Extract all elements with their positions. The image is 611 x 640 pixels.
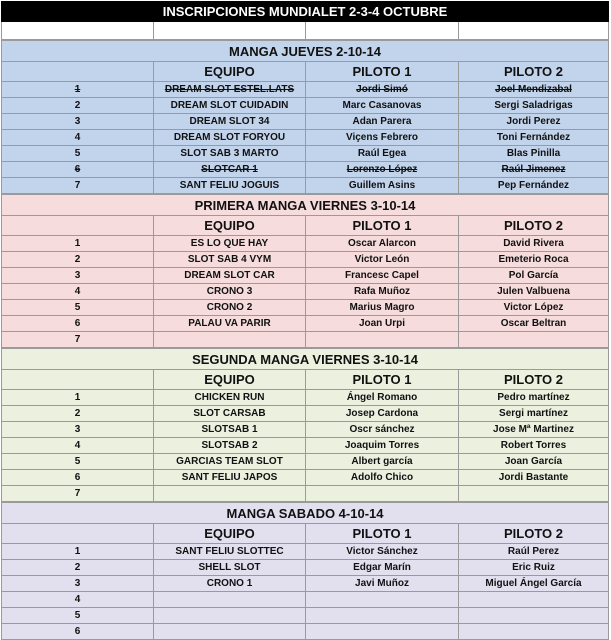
piloto2-cell[interactable]: Joel Mendizabal <box>459 82 609 98</box>
equipo-cell[interactable]: ES LO QUE HAY <box>154 236 306 252</box>
row-number-cell[interactable]: 4 <box>1 284 154 300</box>
piloto1-cell[interactable]: Rafa Muñoz <box>306 284 459 300</box>
piloto1-cell[interactable]: Marius Magro <box>306 300 459 316</box>
piloto2-cell[interactable] <box>459 624 609 640</box>
row-number-cell[interactable]: 5 <box>1 608 154 624</box>
row-number-cell[interactable]: 4 <box>1 592 154 608</box>
table-row <box>1 300 609 316</box>
table-row <box>1 406 609 422</box>
section-title[interactable]: MANGA JUEVES 2-10-14 <box>1 40 609 62</box>
piloto1-cell[interactable]: Victor Sánchez <box>306 544 459 560</box>
piloto2-cell[interactable]: Oscar Beltran <box>459 316 609 332</box>
header-blank-cell[interactable] <box>1 216 154 236</box>
piloto1-cell[interactable]: Josep Cardona <box>306 406 459 422</box>
table-row <box>1 98 609 114</box>
piloto2-cell[interactable]: Pol García <box>459 268 609 284</box>
row-number-cell[interactable]: 3 <box>1 114 154 130</box>
piloto2-cell[interactable] <box>459 332 609 348</box>
table-row <box>1 316 609 332</box>
row-number-cell[interactable]: 7 <box>1 178 154 194</box>
title-row <box>1 1 609 22</box>
header-row <box>1 524 609 544</box>
piloto1-cell[interactable]: Viçens Febrero <box>306 130 459 146</box>
equipo-cell[interactable] <box>154 486 306 502</box>
section-title-row <box>1 502 609 524</box>
blank-row <box>1 22 609 40</box>
equipo-cell[interactable] <box>154 332 306 348</box>
section-title[interactable]: PRIMERA MANGA VIERNES 3-10-14 <box>1 194 609 216</box>
header-piloto1[interactable]: PILOTO 1 <box>306 62 459 82</box>
piloto1-cell[interactable] <box>306 608 459 624</box>
row-number-cell[interactable]: 6 <box>1 470 154 486</box>
blank-cell[interactable] <box>459 22 609 40</box>
table-row <box>1 162 609 178</box>
table-row <box>1 268 609 284</box>
table-row <box>1 454 609 470</box>
table-row <box>1 438 609 454</box>
table-row <box>1 130 609 146</box>
header-piloto1[interactable]: PILOTO 1 <box>306 216 459 236</box>
header-piloto2[interactable]: PILOTO 2 <box>459 62 609 82</box>
row-number-cell[interactable]: 7 <box>1 332 154 348</box>
equipo-cell[interactable]: SLOT SAB 3 MARTO <box>154 146 306 162</box>
table-row <box>1 146 609 162</box>
piloto1-cell[interactable]: Joan Urpi <box>306 316 459 332</box>
piloto1-cell[interactable]: Adolfo Chico <box>306 470 459 486</box>
header-row <box>1 216 609 236</box>
header-equipo[interactable]: EQUIPO <box>154 62 306 82</box>
equipo-cell[interactable]: SANT FELIU JAPOS <box>154 470 306 486</box>
row-number-cell[interactable]: 5 <box>1 146 154 162</box>
row-number-cell[interactable]: 6 <box>1 162 154 178</box>
row-number-cell[interactable]: 1 <box>1 236 154 252</box>
piloto1-cell[interactable]: Raúl Egea <box>306 146 459 162</box>
equipo-cell[interactable]: DREAM SLOT CUIDADIN <box>154 98 306 114</box>
piloto1-cell[interactable]: Marc Casanovas <box>306 98 459 114</box>
equipo-cell[interactable]: CHICKEN RUN <box>154 390 306 406</box>
section-title-row <box>1 40 609 62</box>
header-equipo[interactable]: EQUIPO <box>154 524 306 544</box>
equipo-cell[interactable]: DREAM SLOT ESTEL.LATS <box>154 82 306 98</box>
page-title[interactable]: INSCRIPCIONES MUNDIALET 2-3-4 OCTUBRE <box>1 1 609 22</box>
section-4 <box>1 502 609 640</box>
table-row <box>1 608 609 624</box>
equipo-cell[interactable] <box>154 624 306 640</box>
row-number-cell[interactable]: 2 <box>1 252 154 268</box>
piloto1-cell[interactable]: Jordi Simó <box>306 82 459 98</box>
piloto2-cell[interactable]: Joan García <box>459 454 609 470</box>
equipo-cell[interactable]: SANT FELIU SLOTTEC <box>154 544 306 560</box>
header-equipo[interactable]: EQUIPO <box>154 216 306 236</box>
row-number-cell[interactable]: 6 <box>1 624 154 640</box>
piloto1-cell[interactable] <box>306 486 459 502</box>
row-number-cell[interactable]: 1 <box>1 544 154 560</box>
piloto2-cell[interactable] <box>459 486 609 502</box>
header-piloto1[interactable]: PILOTO 1 <box>306 524 459 544</box>
piloto1-cell[interactable]: Edgar Marín <box>306 560 459 576</box>
table-row <box>1 390 609 406</box>
section-title[interactable]: SEGUNDA MANGA VIERNES 3-10-14 <box>1 348 609 370</box>
row-number-cell[interactable]: 3 <box>1 422 154 438</box>
table-row <box>1 114 609 130</box>
equipo-cell[interactable]: SANT FELIU JOGUIS <box>154 178 306 194</box>
header-piloto2[interactable]: PILOTO 2 <box>459 216 609 236</box>
piloto2-cell[interactable]: Julen Valbuena <box>459 284 609 300</box>
piloto2-cell[interactable]: Pep Fernández <box>459 178 609 194</box>
piloto1-cell[interactable]: Oscar Alarcon <box>306 236 459 252</box>
piloto1-cell[interactable] <box>306 624 459 640</box>
row-number-cell[interactable]: 5 <box>1 300 154 316</box>
table-row <box>1 544 609 560</box>
row-number-cell[interactable]: 7 <box>1 486 154 502</box>
header-row <box>1 370 609 390</box>
table-row <box>1 624 609 640</box>
equipo-cell[interactable]: PALAU VA PARIR <box>154 316 306 332</box>
row-number-cell[interactable]: 1 <box>1 390 154 406</box>
section-2 <box>1 194 609 348</box>
header-blank-cell[interactable] <box>1 370 154 390</box>
section-title-row <box>1 348 609 370</box>
row-number-cell[interactable]: 2 <box>1 406 154 422</box>
piloto1-cell[interactable] <box>306 332 459 348</box>
table-row <box>1 332 609 348</box>
piloto2-cell[interactable]: Blas Pinilla <box>459 146 609 162</box>
header-equipo[interactable]: EQUIPO <box>154 370 306 390</box>
table-row <box>1 82 609 98</box>
header-row <box>1 62 609 82</box>
piloto2-cell[interactable]: Pedro martínez <box>459 390 609 406</box>
piloto1-cell[interactable] <box>306 592 459 608</box>
piloto2-cell[interactable] <box>459 592 609 608</box>
spreadsheet <box>1 1 609 640</box>
piloto1-cell[interactable]: Javi Muñoz <box>306 576 459 592</box>
row-number-cell[interactable]: 5 <box>1 454 154 470</box>
piloto2-cell[interactable]: David Rivera <box>459 236 609 252</box>
table-row <box>1 486 609 502</box>
row-number-cell[interactable]: 3 <box>1 576 154 592</box>
piloto1-cell[interactable]: Oscr sánchez <box>306 422 459 438</box>
piloto1-cell[interactable]: Victor León <box>306 252 459 268</box>
table-row <box>1 576 609 592</box>
equipo-cell[interactable]: CRONO 1 <box>154 576 306 592</box>
equipo-cell[interactable]: GARCIAS TEAM SLOT <box>154 454 306 470</box>
piloto2-cell[interactable]: Robert Torres <box>459 438 609 454</box>
row-number-cell[interactable]: 2 <box>1 98 154 114</box>
header-piloto1[interactable]: PILOTO 1 <box>306 370 459 390</box>
table-row <box>1 236 609 252</box>
row-number-cell[interactable]: 1 <box>1 82 154 98</box>
section-title[interactable]: MANGA SABADO 4-10-14 <box>1 502 609 524</box>
equipo-cell[interactable]: SLOTSAB 1 <box>154 422 306 438</box>
piloto2-cell[interactable]: Victor López <box>459 300 609 316</box>
row-number-cell[interactable]: 3 <box>1 268 154 284</box>
table-row <box>1 178 609 194</box>
section-3 <box>1 348 609 502</box>
piloto2-cell[interactable]: Emeterio Roca <box>459 252 609 268</box>
equipo-cell[interactable]: SHELL SLOT <box>154 560 306 576</box>
table-row <box>1 560 609 576</box>
equipo-cell[interactable]: SLOTCAR 1 <box>154 162 306 178</box>
row-number-cell[interactable]: 4 <box>1 130 154 146</box>
blank-cell[interactable] <box>306 22 459 40</box>
piloto1-cell[interactable]: Francesc Capel <box>306 268 459 284</box>
header-piloto2[interactable]: PILOTO 2 <box>459 370 609 390</box>
equipo-cell[interactable] <box>154 592 306 608</box>
equipo-cell[interactable]: CRONO 3 <box>154 284 306 300</box>
table-row <box>1 470 609 486</box>
piloto1-cell[interactable]: Adan Parera <box>306 114 459 130</box>
equipo-cell[interactable]: DREAM SLOT 34 <box>154 114 306 130</box>
table-row <box>1 422 609 438</box>
equipo-cell[interactable]: SLOTSAB 2 <box>154 438 306 454</box>
piloto2-cell[interactable]: Jose Mª Martinez <box>459 422 609 438</box>
piloto2-cell[interactable]: Miguel Ángel García <box>459 576 609 592</box>
section-title-row <box>1 194 609 216</box>
piloto1-cell[interactable]: Albert garcía <box>306 454 459 470</box>
sections-container <box>1 40 609 640</box>
row-number-cell[interactable]: 6 <box>1 316 154 332</box>
section-1 <box>1 40 609 194</box>
equipo-cell[interactable]: CRONO 2 <box>154 300 306 316</box>
piloto2-cell[interactable]: Sergi Saladrigas <box>459 98 609 114</box>
header-blank-cell[interactable] <box>1 62 154 82</box>
header-piloto2[interactable]: PILOTO 2 <box>459 524 609 544</box>
equipo-cell[interactable]: SLOT SAB 4 VYM <box>154 252 306 268</box>
piloto2-cell[interactable]: Raúl Perez <box>459 544 609 560</box>
table-row <box>1 284 609 300</box>
piloto2-cell[interactable]: Jordi Bastante <box>459 470 609 486</box>
row-number-cell[interactable]: 4 <box>1 438 154 454</box>
piloto2-cell[interactable]: Raúl Jimenez <box>459 162 609 178</box>
piloto2-cell[interactable]: Sergi martínez <box>459 406 609 422</box>
equipo-cell[interactable] <box>154 608 306 624</box>
piloto2-cell[interactable]: Toni Fernández <box>459 130 609 146</box>
piloto2-cell[interactable] <box>459 608 609 624</box>
piloto1-cell[interactable]: Joaquim Torres <box>306 438 459 454</box>
table-row <box>1 592 609 608</box>
piloto2-cell[interactable]: Jordi Perez <box>459 114 609 130</box>
blank-cell[interactable] <box>1 22 154 40</box>
blank-cell[interactable] <box>154 22 306 40</box>
header-blank-cell[interactable] <box>1 524 154 544</box>
equipo-cell[interactable]: DREAM SLOT CAR <box>154 268 306 284</box>
piloto1-cell[interactable]: Ángel Romano <box>306 390 459 406</box>
row-number-cell[interactable]: 2 <box>1 560 154 576</box>
piloto2-cell[interactable]: Eric Ruiz <box>459 560 609 576</box>
table-row <box>1 252 609 268</box>
equipo-cell[interactable]: DREAM SLOT FORYOU <box>154 130 306 146</box>
equipo-cell[interactable]: SLOT CARSAB <box>154 406 306 422</box>
piloto1-cell[interactable]: Guillem Asins <box>306 178 459 194</box>
piloto1-cell[interactable]: Lorenzo López <box>306 162 459 178</box>
